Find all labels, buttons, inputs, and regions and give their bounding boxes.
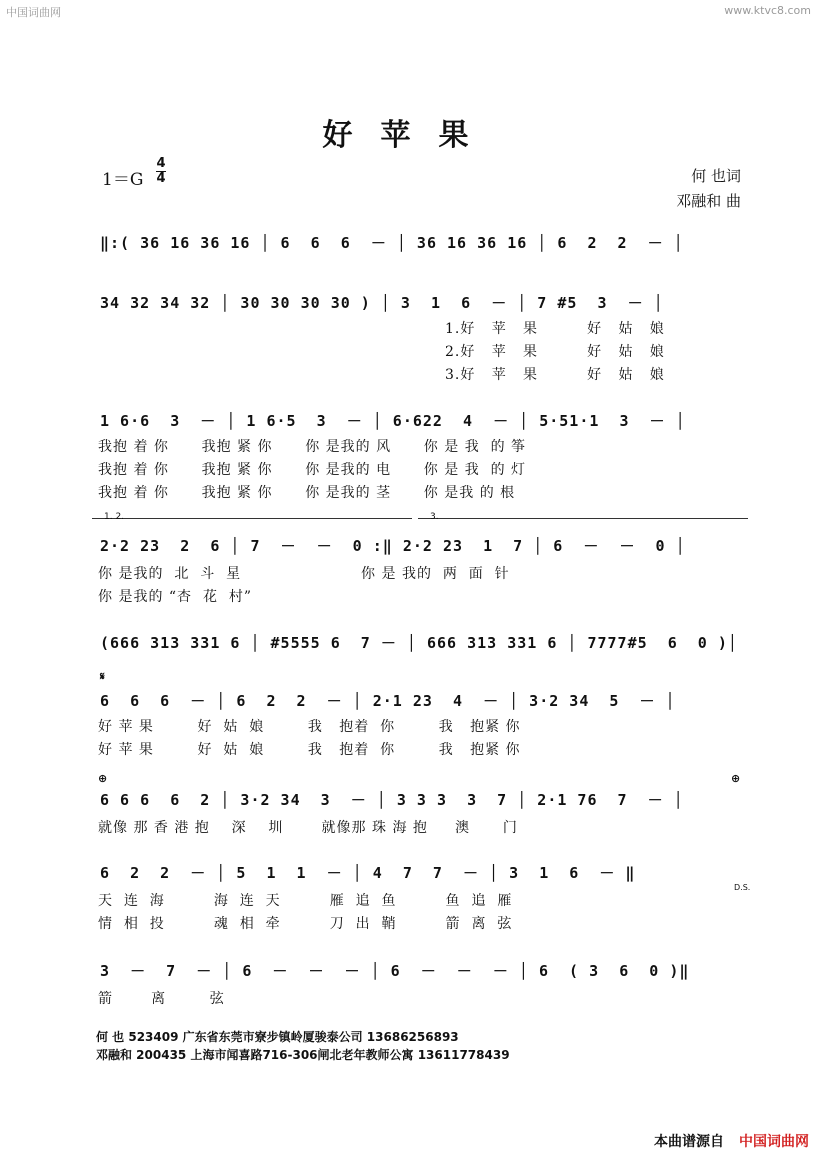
lyric-line-4b: 你 是我的 “杏 花 村” [98, 589, 253, 605]
source-label: 本曲谱源自 [654, 1134, 724, 1150]
time-signature [156, 158, 166, 185]
source-site: 中国词曲网 [739, 1134, 809, 1150]
coda-mark-right: ⊕ [731, 772, 741, 785]
lyric-line-3c: 我抱 着 你 我抱 紧 你 你 是我的 茎 你 是我 的 根 [98, 485, 516, 501]
score-line-8: 6 2 2 － │ 5 1 1 － │ 4 7 7 － │ 3 1 6 － ‖ [100, 864, 636, 882]
score-line-5: (666 313 331 6 │ #5555 6 7 － │ 666 313 331 6 │ 7777#5 6 0 )│ [100, 634, 738, 652]
lyric-line-6b: 好 苹 果 好 姑 娘 我 抱着 你 我 抱紧 你 [98, 742, 521, 758]
time-top: 4 [156, 156, 166, 171]
lyric-line-3a: 我抱 着 你 我抱 紧 你 你 是我的 风 你 是 我 的 筝 [98, 439, 527, 455]
segno-mark: 𝄋 [100, 670, 105, 683]
lyricist-credit: 何 也词 [691, 167, 741, 185]
lyric-verse-2: 2.好 苹 果 好 姑 娘 [445, 344, 665, 360]
lyric-verse-3: 3.好 苹 果 好 姑 娘 [445, 367, 665, 383]
lyric-line-8a: 天 连 海 海 连 天 雁 追 鱼 鱼 追 雁 [98, 893, 513, 909]
song-title: 好苹果 [322, 118, 497, 153]
score-line-2: 34 32 34 32 │ 30 30 30 30 ) │ 3 1 6 － │ 7 #5 3 － │ [100, 294, 664, 312]
coda-mark-left: ⊕ [98, 772, 108, 785]
score-line-9: 3 － 7 － │ 6 － － － │ 6 － － － │ 6 ( 3 6 0 )‖ [100, 962, 690, 980]
key-signature: 1＝G [102, 170, 144, 190]
lyric-line-8b: 情 相 投 魂 相 牵 刀 出 鞘 箭 离 弦 [98, 916, 513, 932]
lyric-line-6a: 好 苹 果 好 姑 娘 我 抱着 你 我 抱紧 你 [98, 719, 521, 735]
lyric-line-7a: 就像 那 香 港 抱 深 圳 就像那 珠 海 抱 澳 门 [98, 820, 518, 836]
composer-credit: 邓融和 曲 [676, 192, 741, 210]
watermark-right: www.ktvc8.com [724, 4, 811, 17]
lyric-line-9a: 箭 离 弦 [98, 991, 225, 1007]
score-line-4: 2·2 23 2 6 │ 7 － － 0 :‖ 2·2 23 1 7 │ 6 － － 0 │ [100, 537, 686, 555]
score-line-1: ‖:( 36 16 36 16 │ 6 6 6 － │ 36 16 36 16 │ 6 2 2 － │ [100, 234, 684, 252]
lyric-verse-1: 1.好 苹 果 好 姑 娘 [445, 321, 665, 337]
volta-line-2 [418, 518, 748, 519]
ds-mark: D.S. [734, 883, 751, 892]
volta-1-2-label: 1. 2. [104, 512, 125, 522]
time-bottom: 4 [156, 171, 166, 186]
lyric-line-3b: 我抱 着 你 我抱 紧 你 你 是我的 电 你 是 我 的 灯 [98, 462, 527, 478]
score-line-3: 1 6·6 3 － │ 1 6·5 3 － │ 6·622 4 － │ 5·51·1 3 － │ [100, 412, 686, 430]
watermark-left: 中国词曲网 [6, 6, 61, 19]
contact-lyricist: 何 也 523409 广东省东莞市寮步镇岭厦骏泰公司 13686256893 [96, 1030, 459, 1044]
lyric-line-4a: 你 是我的 北 斗 星 你 是 我的 两 面 针 [98, 566, 510, 582]
contact-composer: 邓融和 200435 上海市闻喜路716-306闸北老年教师公寓 13611778439 [96, 1048, 510, 1062]
score-line-7: 6 6 6 6 2 │ 3·2 34 3 － │ 3 3 3 3 7 │ 2·1 76 7 － │ [100, 791, 684, 809]
volta-line-1 [92, 518, 412, 519]
score-line-6: 6 6 6 － │ 6 2 2 － │ 2·1 23 4 － │ 3·2 34 5 － │ [100, 692, 676, 710]
volta-3-label: 3. [430, 512, 439, 522]
